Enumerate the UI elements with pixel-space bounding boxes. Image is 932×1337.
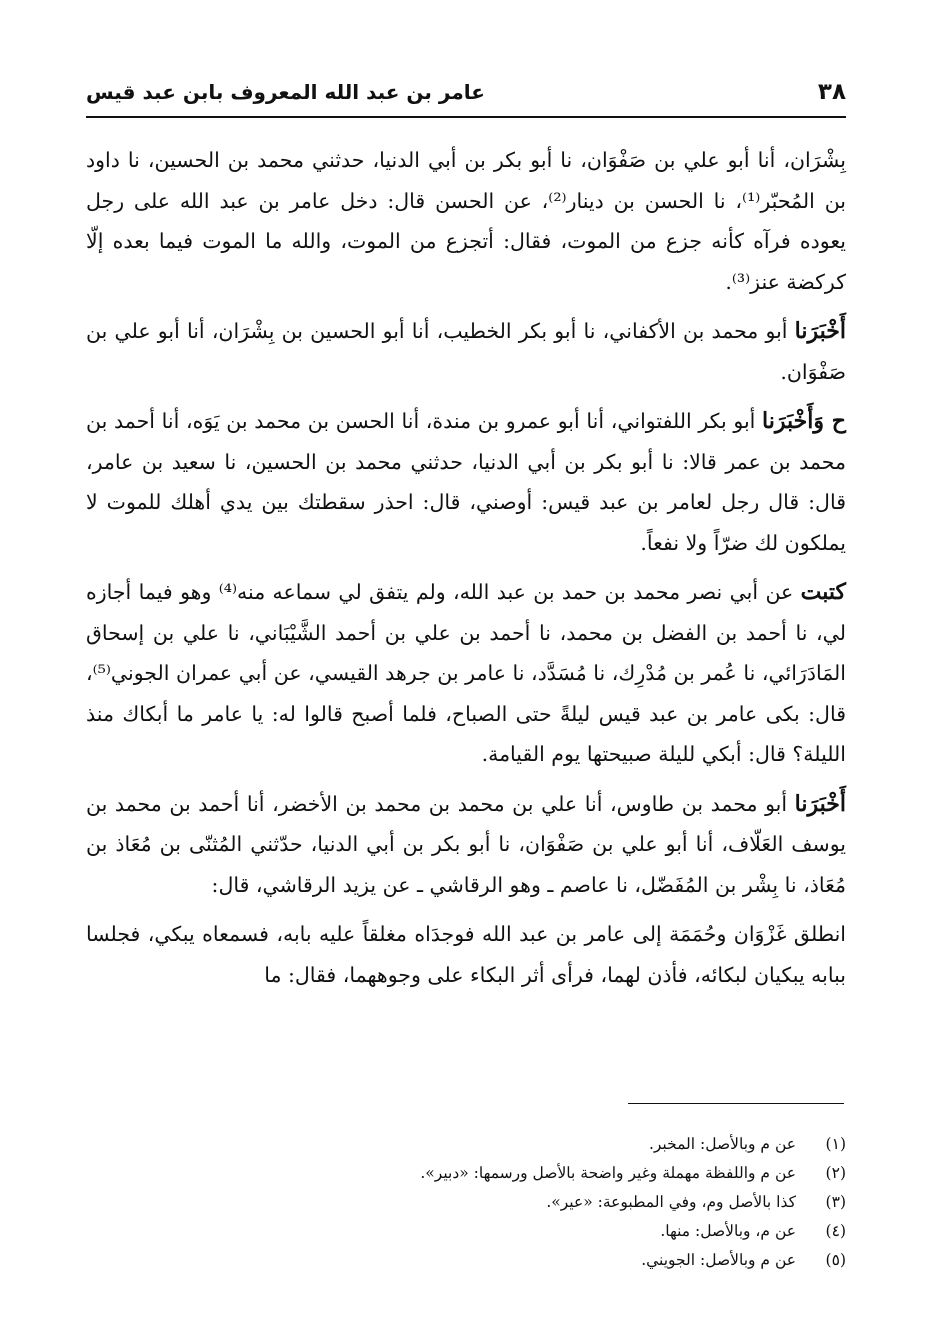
footnote-text: كذا بالأصل وم، وفي المطبوعة: «عير».: [546, 1193, 796, 1211]
paragraph-text: أبو بكر اللفتواني، أنا أبو عمرو بن مندة، أنا الحسن بن محمد بن يَوَه، أنا أحمد بن محمد بن عمر قالا: نا أبو بكر بن أبي الدنيا، حدثني محمد بن الحسين، نا سعيد بن عامر، قال: قال رجل لعامر بن عبد قيس: أوصني، قال: احذر سقطتك بين يدي أهلك للموت لا يملكون لك ضرّاً ولا نفعاً.: [86, 409, 846, 555]
footnote-number: (٤): [825, 1222, 846, 1240]
paragraph-lead: أَخْبَرَنا: [794, 790, 846, 817]
paragraph-6: [86, 914, 846, 995]
footnote-3: [86, 1188, 846, 1217]
paragraph-lead: ح وَأَخْبَرَنا: [762, 408, 846, 434]
paragraph-lead: أَخْبَرَنا: [794, 318, 846, 344]
paragraph-text: أبو محمد بن الأكفاني، نا أبو بكر الخطيب، أنا أبو الحسين بن بِشْرَان، أنا أبو علي بن صَفْوَان.: [86, 319, 846, 384]
paragraph-lead: كتبت: [800, 579, 846, 605]
footnote-1: [86, 1130, 846, 1159]
header-divider: [86, 116, 846, 118]
footnote-number: (٢): [825, 1164, 846, 1182]
footnote-5: [86, 1246, 846, 1275]
paragraph-text: بِشْرَان، أنا أبو علي بن صَفْوَان، نا أبو بكر بن أبي الدنيا، حدثني محمد بن الحسين، نا داود بن المُحبّر⁽¹⁾، نا الحسن بن دينار⁽²⁾، عن الحسن قال: دخل عامر بن عبد الله على رجل يعوده فرآه كأنه جزع من الموت، فقال: أتجزع من الموت، والله ما الموت فيما بعده إلّا كركضة عنز⁽³⁾.: [86, 148, 847, 294]
page-number: ٣٨: [817, 79, 846, 105]
footnote-number: (٥): [825, 1251, 846, 1269]
paragraph-5: [86, 784, 846, 906]
footnote-text: عن م وبالأصل: الجويني.: [641, 1251, 796, 1269]
footnote-text: عن م، وبالأصل: منها.: [660, 1222, 796, 1240]
footnote-divider: [628, 1103, 844, 1104]
running-title: عامر بن عبد الله المعروف بابن عبد قيس: [86, 80, 485, 104]
footnote-number: (٣): [825, 1193, 846, 1211]
paragraph-text: عن أبي نصر محمد بن حمد بن عبد الله، ولم يتفق لي سماعه منه⁽⁴⁾ وهو فيما أجازه لي، نا أحمد بن الفضل بن محمد، نا أحمد بن علي بن أحمد الشَّيْبَاني، نا علي بن إسحاق المَادَرَائي، نا عُمر بن مُدْرِك، نا مُسَدَّد، نا عامر بن جرهد القيسي، عن أبي عمران الجوني⁽⁵⁾، قال: بكى عامر بن عبد قيس ليلةً حتى الصباح، فلما أصبح قالوا له: يا عامر ما أبكاك منذ الليلة؟ قال: أبكي لليلة صبيحتها يوم القيامة.: [86, 580, 846, 766]
footnote-text: عن م وبالأصل: المخبر.: [648, 1135, 796, 1153]
paragraph-text: أبو محمد بن طاوس، أنا علي بن محمد بن محمد بن الأخضر، أنا أحمد بن محمد بن يوسف العَلّاف، أنا أبو علي بن صَفْوَان، نا أبو بكر بن أبي الدنيا، حدّثني المُثنّى بن مُعَاذ بن مُعَاذ، نا بِشْر بن المُفَضّل، نا عاصم ـ وهو الرقاشي ـ عن يزيد الرقاشي، قال:: [86, 791, 846, 897]
paragraph-2: [86, 311, 846, 392]
main-text: [86, 140, 846, 1004]
paragraph-text: انطلق غَزْوَان وحُمَمَة إلى عامر بن عبد الله فوجدَاه مغلقاً عليه بابه، فسمعاه يبكي، فجلسا ببابه يبكيان لبكائه، فأذن لهما، فرأى أثر البكاء على وجوههما، فقال: ما: [86, 922, 846, 987]
paragraph-1: [86, 140, 846, 302]
footnote-2: [86, 1159, 846, 1188]
page-header: [86, 72, 846, 112]
paragraph-3: [86, 401, 846, 563]
paragraph-4: [86, 572, 846, 775]
footnotes: [86, 1130, 846, 1275]
footnote-text: عن م واللفظة مهملة وغير واضحة بالأصل ورسمها: «دبير».: [420, 1164, 796, 1182]
footnote-4: [86, 1217, 846, 1246]
footnote-number: (١): [825, 1135, 846, 1153]
